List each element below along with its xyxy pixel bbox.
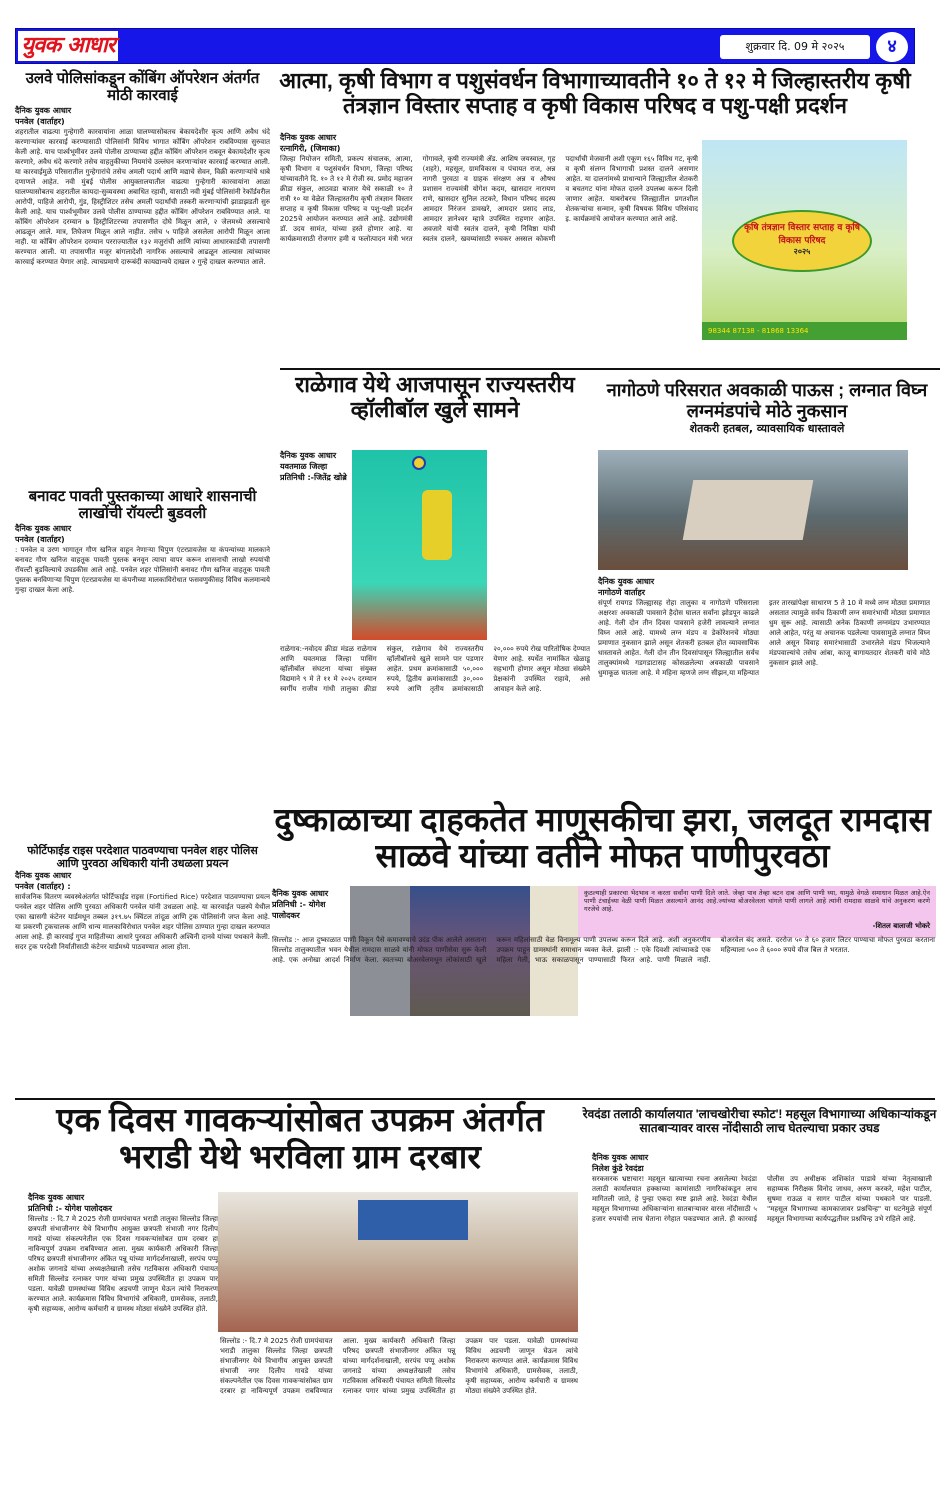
quote-author: -शितल बालाजी भोकरे [872, 922, 930, 930]
byline-paper: दैनिक युवक आधार [280, 451, 337, 460]
byline-paper: दैनिक युवक आधार [15, 871, 72, 881]
article-body: सिल्लोड :- दि.7 मे 2025 रोजी ग्रामपंचायत भराडी तालुका सिल्लोड जिल्हा छत्रपती संभाजीनगर येथे विभागीय आयुक्त छत्रपती संभाजी नगर दिलीप गावडे यांच्या संकल्पनेतील एक दिवस गावकऱ्यांसोबत ग्राम दरबार हा नाविन्यपूर्ण उपक्रम राबविण्यात आला. मुख्य कार्यकारी अधिकारी जिल्हा परिषद छत्रपती संभाजीनगर अंकित पन्नू यांच्या मार्गदर्शनाखाली, सरपंच पप्पू अशोक जगनाडे यांच्या अध्यक्षतेखाली तसेच गटविकास अधिकारी पंचायत समिती सिल्लोड रत्नाकर पगार यांच्या प्रमुख उपस्थितीत हा उपक्रम पार पडला. यावेळी ग्रामस्थांच्या विविध अडचणी जाणून घेऊन त्यांचे निराकरण करण्यात आले. कार्यक्रमास विविध विभागांचे अधिकारी, ग्रामसेवक, तलाठी, कृषी सहाय्यक, आरोग्य कर्मचारी व ग्रामस्थ मोठ्या संख्येने उपस्थित होते. [28, 1215, 218, 1313]
article-body: सार्वजनिक वितरण व्यवस्थेअंतर्गत फोर्टिफाईड राइस (Fortified Rice) परदेशात पाठवण्याचा प्रयत्न पनवेल शहर पोलिस आणि पुरवठा अधिकारी पनवेल यांनी उधळला आहे. या कारवाईत पळस्पे येथील एका खासगी कंटेनर यार्डमधून तब्बल ३१९.७५ क्विंटल तांदूळ आणि ट्रक पोलिसांनी जप्त केला आहे. या प्रकरणी ट्रकचालक आणि धान्य मालकाविरोधात पनवेल शहर पोलिस ठाण्यात गुन्हा दाखल करण्यात आला आहे. ही कारवाई गुप्त माहितीच्या आधारे पुरवठा अधिकारी अश्विनी दानवे यांच्या पथकाने केली. सदर ट्रक परदेशी निर्यातीसाठी कंटेनर यार्डमध्ये पाठवण्यात आला होता. [15, 893, 270, 952]
article-body: सिल्लोड :- आज दुष्काळात पाणी विकून पैसे कमावण्याचे उदंड पीक आलेले असताना सिल्लोड तालुक्यातील भवन येथील रामदास साळवे यांनी मोफत पाणीसेवा सुरू केली आहे. एक अनोखा आदर्श निर्माण केला. स्वतःच्या बोअरवेलमधून लोकांसाठी खुले करून महिलांसाठी वेळ विनामूल्य पाणी उपलब्ध करून दिले आहे. अशी अनुकरणीय उपक्रम पाहून ग्रामस्थांनी समाधान व्यक्त केले. झाली :- एके दिवशी त्यांच्याकडे एक महिला गेली, भाऊ सकाळपासून पाण्यासाठी फिरत आहे. पाणी मिळाले नाही. बोअरवेल बंद असते. दररोज ५० ते ६० हजार लिटर पाण्याचा मोफत पुरवठा करताना महिन्याला ५०० ते ६००० रुपये वीज बिल ते भरतात. [272, 936, 935, 964]
article-fake-receipt [15, 488, 270, 845]
article-nagothane-rain [592, 380, 942, 436]
article-krishi-saptah [275, 68, 915, 119]
article-gram-darbar [20, 1102, 580, 1176]
rain-damage-photo [598, 450, 908, 570]
byline-place: रत्नागिरी, (जिमाका) [280, 144, 341, 153]
byline-paper: दैनिक युवक आधार [28, 1193, 85, 1202]
poster-title: कृषि तंत्रज्ञान विस्तार सप्ताह व कृषि विकास परिषद [744, 223, 860, 246]
byline-place: पनवेल (वार्ताहर) [15, 116, 65, 126]
article-fortified-rice [15, 845, 270, 1092]
volleyball-photo [352, 450, 487, 640]
issue-date: शुक्रवार दि. 09 मे २०२५ [720, 35, 870, 59]
subheadline: शेतकरी हतबल, व्यावसायिक धास्तावले [689, 422, 845, 436]
article-revdanda-bribe [582, 1108, 937, 1136]
headline: आत्मा, कृषी विभाग व पशुसंवर्धन विभागाच्यावतीने १० ते १२ मे जिल्हास्तरीय कृषी तंत्रज्ञान विस्तार सप्ताह व कृषी विकास परिषद व पशु-पक्षी प्रदर्शन [279, 68, 911, 119]
headline: फोर्टिफाईड राइस परदेशात पाठवण्याचा पनवेल शहर पोलिस आणि पुरवठा अधिकारी यांनी उधळला प्रयत्न [27, 845, 258, 870]
divider [280, 368, 940, 370]
krishi-article-text [280, 132, 698, 359]
quote-box [578, 886, 936, 938]
revdanda-text [592, 1152, 932, 1494]
newspaper-logo: युवक आधार [18, 31, 118, 61]
byline-paper: दैनिक युवक आधार [280, 133, 337, 142]
byline-paper: दैनिक युवक आधार [15, 105, 72, 115]
volleyball-byline [280, 450, 350, 483]
water-byline [272, 888, 344, 921]
headline: उलवे पोलिसांकडून कोंबिंग ऑपरेशन अंतर्गत मोठी कारवाई [25, 70, 260, 105]
headline: नागोठणे परिसरात अवकाळी पाऊस ; लग्नात विघ्न लग्नमंडपांचे मोठे नुकसान [606, 380, 928, 421]
byline-place: पनवेल (वार्ताहर) [15, 534, 65, 544]
krishi-poster-image [702, 140, 907, 340]
article-body: : पनवेल व उरण भागातून गौण खनिज वाहून नेणाऱ्या चिपुण एंटरप्रायजेस या कंपन्यांच्या मालकाने बनावट गौण खनिज वाहतूक पावती पुस्तक बनवून त्याचा वापर करून शासनाची लाखो रुपयांची रॉयल्टी बुडविल्याचे उघडकीस आले आहे. पनवेल शहर पोलिसांनी बनावट गौण खनिज वाहतूक पावती पुस्तक बनविणाऱ्या चिपुण एंटरप्रायजेस या कंपनीच्या मालकाविरोधात फसवणुकीसह विविध कलमान्वये गुन्हा दाखल केला आहे. [15, 545, 270, 594]
poster-phone: 98344 87138 - 81868 13364 [702, 322, 907, 340]
byline-paper: दैनिक युवक आधार [272, 889, 329, 898]
article-body: शहरातील वाढत्या गुन्हेगारी कारवायांना आळा घालण्यासोबतच बेकायदेशीर कृत्य आणि अवैध धंदे करणाऱ्यांवर कारवाई करण्यासाठी पोलिसांनी विविध भागात कोंबिंग ऑपरेशन राबविण्यास सुरुवात केली आहे. याच पार्श्वभूमीवर उलवे पोलीस ठाण्याच्या हद्दीत कोंबिंग ऑपरेशन राबवून बेकायदेशीर कृत्य करणारे, अवैध धंदे करणारे तसेच वाहतुकीच्या नियमांचे उल्लंघन करणाऱ्यांवर कारवाई करण्यात आली. या कारवाईमुळे परिसरातील गुन्हेगारांचे तसेच अमली पदार्थ आणि मद्याचे सेवन, विक्री करणाऱ्यांचे धाबे दणाणले आहेत. नवी मुंबई पोलीस आयुक्तालयातील वाढत्या गुन्हेगारी कारवायांना आळा घालण्यासोबतच शहरातील कायदा-सुव्यवस्था अबाधित रहावी, यासाठी नवी मुंबई पोलिसांनी रेकॉर्डवरील आरोपी, पाहिजे आरोपी, गुंड, हिस्ट्रीशिटर तसेच अमली पदार्थांची तस्करी करणाऱ्यांची झाडाझडती सुरु केली आहे. याच पार्श्वभूमीवर उलवे पोलीस ठाण्याच्या हद्दीत कोंबिंग ऑपरेशन राबविण्यात आले. या कोंबिंग ऑपरेशन दरम्यान ७ हिस्ट्रीशिटरच्या तपासणीत दोघे मिळून आले, २ जेलमध्ये असल्याचे आढळून आले. मात्र, तिघेजण मिळून आले नाहीत. तसेच ५ पाहिजे असलेला आरोपी मिळून आला नाही. या कोंबिंग ऑपरेशन दरम्यान परराज्यातील १३२ मजुरांची आणि त्यांच्या आधारकार्डची तपासणी करण्यात आली. या तपासणीत मजूर बांगलादेशी नागरिक असल्याचे आढळून आल्यास त्यांच्यावर कारवाई करण्यात येणार आहे. त्याचप्रमाणे दारूबंदी कायद्यान्वये दाखल २ गुन्हे दाखल करण्यात आले. [15, 127, 270, 266]
page-number: ४ [876, 32, 908, 62]
byline-place: यवतमाळ जिल्हा प्रतिनिधी :-जितेंद्र खोब्रे [280, 462, 347, 482]
poster-year: २०२५ [793, 247, 811, 256]
article-body: जिल्हा नियोजन समिती, प्रकल्प संचालक, आत्मा, कृषी विभाग व पशुसंवर्धन विभाग, जिल्हा परिषद यांच्यावतीने दि. १० ते १२ मे रोजी स्व. प्रमोद महाजन क्रीडा संकुल, आठवडा बाजार येथे सकाळी १० ते रात्री १० या वेळेत जिल्हास्तरीय कृषी तंत्रज्ञान विस्तार सप्ताह व कृषी विकास परिषद व पशु-पक्षी प्रदर्शन 2025चे आयोजन करण्यात आले आहे. उद्योगमंत्री डॉ. उदय सामंत, यांच्या हस्ते होणार आहे. या कार्यक्रमासाठी रोजगार हमी व फलोत्पादन मंत्री भरत गोगावले, कृषी राज्यमंत्री ॲड. आशिष जयस्वाल, गृह (शहरे), महसूल, ग्रामविकास व पंचायत राज, अन्न नागरी पुरवठा व ग्राहक संरक्षण अन्न व औषध प्रशासन राज्यमंत्री योगेश कदम, खासदार नारायण राणे, खासदार सुनिल तटकरे, विधान परिषद सदस्य आमदार निरंजन डावखरे, आमदार प्रसाद लाड, आमदार ज्ञानेश्वर म्हात्रे उपस्थित राहणार आहेत. अवजारे यांची स्वतंत्र दालने, कृषी निविष्ठा यांची स्वतंत्र दालने, खवय्यांसाठी रुचकर अस्सल कोकणी पदार्थांची मेजवानी अशी एकूण १६५ विविध गट, कृषी व कृषी संलग्न विभागाची प्रशस्त दालने असणार आहेत. या दालनांमध्ये प्राधान्याने जिल्ह्यातील शेतकरी व बचतगट यांना मोफत दालने उपलब्ध करून दिली जाणार आहेत. याबरोबरच जिल्ह्यातील प्रगतशील शेतकऱ्यांचा सन्मान, कृषी विषयक विविध परिसंवाद इ. कार्यक्रमांचे आयोजन करण्यात आले आहे. [280, 155, 698, 243]
headline: रेवदंडा तलाठी कार्यालयात 'लाचखोरीचा स्फोट'! महसूल विभागाच्या अधिकाऱ्यांकडून सातबाऱ्यावर वारस नोंदीसाठी लाच घेतल्याचा प्रकार उघड [582, 1107, 937, 1135]
article-ulwe-combing [15, 70, 270, 457]
article-body: संपूर्ण रायगड जिल्ह्यासह रोहा तालुका व नागोठणे परिसराला अक्षरशः अवकाळी पावसाने हैदोस घालत सर्वांना झोडपून काढले आहे. गेली दोन तीन दिवस पावसाने हजेरी लावल्याने लग्नात विघ्न आले आहे. यामध्ये लग्न मंडप व डेकोरेशनचे मोठ्या प्रमाणात नुकसान झाले असून शेतकरी हतबल होत व्यावसायिक धास्तावले आहेत. गेली दोन तीन दिवसांपासून जिल्ह्यातील सर्वच तालुक्यांमध्ये गडगडाटासह कोसळलेल्या अवकाळी पावसाने धुमाकूळ घातला आहे. मे महिना म्हणजे लग्न सीझन,या महिन्यात इतर तारखांपेक्षा साधारण 5 ते 10 मे मध्ये लग्न मोठ्या प्रमाणात असतात त्यामुळे सर्वच ठिकाणी लग्न समारंभाची मोठ्या प्रमाणात धुम सुरू आहे. त्यासाठी अनेक ठिकाणी लग्नमंडप उभारण्यात आले आहेत, परंतु या अचानक पडलेल्या पावसामुळे लग्नात विघ्न आले असून विवाह समारंभासाठी उभारलेले मंडप भिजल्याने मंडपवाल्यांचे तसेच आंबा, काजू बागायतदार शेतकरी यांचे मोठे नुकसान झाले आहे. [598, 599, 930, 677]
byline-place: पनवेल (वार्ताहर) : [15, 882, 71, 892]
byline-place: निलेश कुंडे रेवदंडा [592, 1164, 644, 1173]
gram-darbar-photo [218, 1192, 578, 1332]
byline-paper: दैनिक युवक आधार [592, 1153, 649, 1162]
headline: बनावट पावती पुस्तकाच्या आधारे शासनाची लाखोंची रॉयल्टी बुडवली [28, 488, 257, 523]
article-free-water [270, 802, 935, 875]
headline: राळेगाव येथे आजपासून राज्यस्तरीय व्हॉलीबॉल खुले सामने [295, 372, 575, 423]
article-body: सरकसरक भ्रष्टाचार! महसूल खात्याच्या रचना असलेल्या रेवदंडा तलाठी कार्यालयात हक्काच्या कामांसाठी नागरिकांकडून लाच मागितली जाते, हे पुन्हा एकदा स्पष्ट झाले आहे. रेवदंडा येथील महसूल विभागाच्या अधिकाऱ्यांना सातबाऱ्यावर वारस नोंदीसाठी ५ हजार रुपयांची लाच घेताना रंगेहात पकडण्यात आले. ही कारवाई पोलीस उप अधीक्षक शशिकांत पाडावे यांच्या नेतृत्वाखाली सहाय्यक निरीक्षक विनोद जाधव, अरुण करकरे, महेश पाटील, सुषमा राऊळ व सागर पाटील यांच्या पथकाने पार पाडली. "महसूल विभागाच्या कामकाजावर प्रश्नचिन्ह" या घटनेमुळे संपूर्ण महसूल विभागाच्या कार्यपद्धतीवर प्रश्नचिन्ह उभे राहिले आहे. [592, 1175, 932, 1223]
quote-text: कुठल्याही प्रकारचा भेदभाव न करता सर्वांना पाणी दिले जाते. जेव्हा पाव तेव्हा बटन दाब आणि पाणी घ्या, यामुळे वेगळे समाधान मिळत आहे.ऐन पाणी टंचाईच्या वेळी पाणी मिळत असल्याने आनंद आहे.ज्यांच्या बोअरवेलला चांगले पाणी लागले आहे त्यांनी रामदास साळवे यांचे अनुकरण करणे गरजेचे आहे. [584, 889, 930, 913]
divider [15, 1098, 935, 1100]
byline-paper: दैनिक युवक आधार [15, 523, 72, 533]
byline-paper: दैनिक युवक आधार [598, 577, 655, 586]
headline: दुष्काळाच्या दाहकतेत माणुसकीचा झरा, जलदूत रामदास साळवे यांच्या वतीने मोफत पाणीपुरवठा [274, 801, 931, 875]
gram-darbar-text [28, 1192, 218, 1499]
nagothane-text [598, 576, 930, 798]
masthead [15, 28, 915, 64]
byline-place: प्रतिनिधी :- योगेश पालोदकर [272, 900, 326, 920]
byline-place: नागोठणे वार्ताहर [598, 588, 645, 597]
article-body: राळेगाव:-नवोदय क्रीडा मंडळ राळेगाव आणि यवतमाळ जिल्हा पासिंग व्हॉलीबॉल संघटना यांच्या संयुक्त विद्यमाने ९ मे ते ११ मे २०२५ दरम्यान स्वर्गीय राजीव गांधी तालुका क्रीडा संकुल, राळेगाव येथे राज्यस्तरीय व्हॉलीबॉलचे खुले सामने पार पडणार आहेत. प्रथम क्रमांकासाठी ५०,००० रुपये, द्वितीय क्रमांकासाठी ३०,००० रुपये आणि तृतीय क्रमांकासाठी २०,००० रुपये रोख पारितोषिक देण्यात येणार आहे. स्पर्धेत नामांकित खेळाडू सहभागी होणार असून मोठ्या संख्येने प्रेक्षकांनी उपस्थित राहावे, असे आवाहन केले आहे. [280, 645, 590, 693]
article-body-continued: सिल्लोड :- दि.7 मे 2025 रोजी ग्रामपंचायत भराडी तालुका सिल्लोड जिल्हा छत्रपती संभाजीनगर येथे विभागीय आयुक्त छत्रपती संभाजी नगर दिलीप गावडे यांच्या संकल्पनेतील एक दिवस गावकऱ्यांसोबत ग्राम दरबार हा नाविन्यपूर्ण उपक्रम राबविण्यात आला. मुख्य कार्यकारी अधिकारी जिल्हा परिषद छत्रपती संभाजीनगर अंकित पन्नू यांच्या मार्गदर्शनाखाली, सरपंच पप्पू अशोक जगनाडे यांच्या अध्यक्षतेखाली तसेच गटविकास अधिकारी पंचायत समिती सिल्लोड रत्नाकर पगार यांच्या प्रमुख उपस्थितीत हा उपक्रम पार पडला. यावेळी ग्रामस्थांच्या विविध अडचणी जाणून घेऊन त्यांचे निराकरण करण्यात आले. कार्यक्रमास विविध विभागांचे अधिकारी, ग्रामसेवक, तलाठी, कृषी सहाय्यक, आरोग्य कर्मचारी व ग्रामस्थ मोठ्या संख्येने उपस्थित होते. [220, 1337, 578, 1395]
byline-place: प्रतिनिधी :- योगेश पालोदकर [28, 1204, 112, 1213]
headline: एक दिवस गावकऱ्यांसोबत उपक्रम अंतर्गत भराडी येथे भरविला ग्राम दरबार [56, 1101, 544, 1175]
article-volleyball [280, 372, 590, 423]
